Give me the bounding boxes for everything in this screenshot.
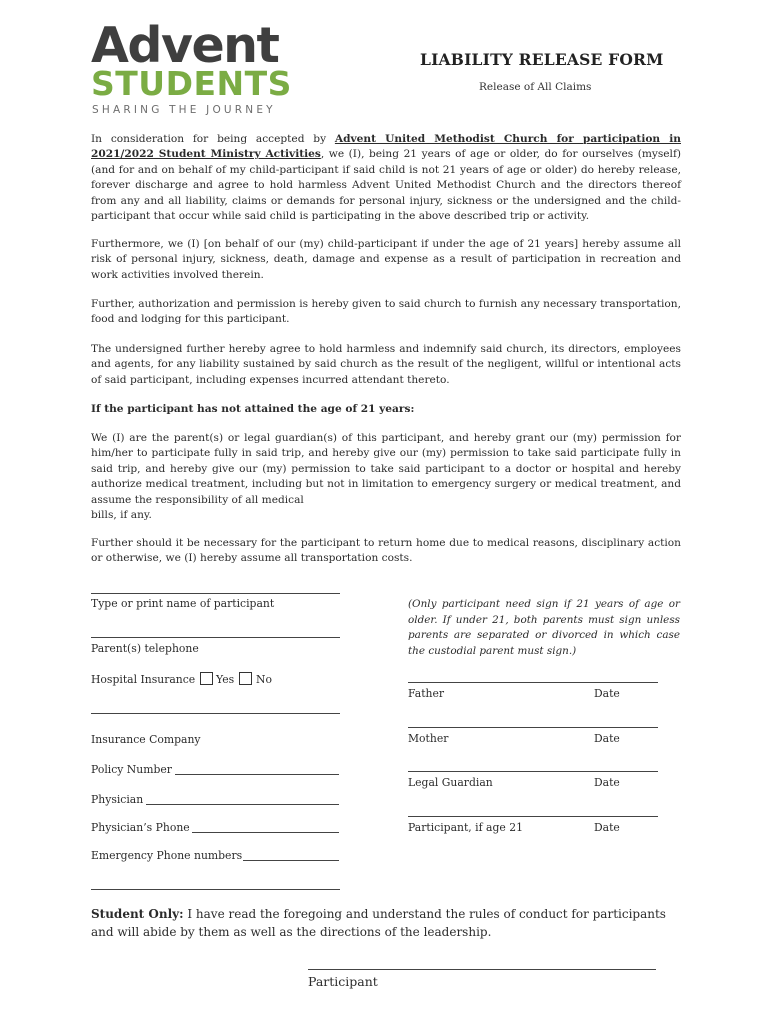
father-signature-line[interactable]	[408, 682, 658, 683]
student-only-text: I have read the foregoing and understand the rules of conduct for participants and will abide by them as well as the directions of the leadership.	[91, 907, 666, 939]
father-date-label: Date	[594, 687, 620, 700]
p1-organization: Advent United Methodist Church for participation in 2021/2022 Student Ministry Activities	[91, 133, 681, 161]
logo-advent: Advent	[91, 17, 279, 74]
mother-label: Mother	[408, 732, 449, 745]
p1-lead: In consideration for being accepted by	[91, 133, 335, 145]
mother-date-label: Date	[594, 732, 620, 745]
insurance-company-label: Insurance Company	[91, 733, 201, 746]
physician-phone-line[interactable]	[192, 832, 339, 833]
guardian-signature-line[interactable]	[408, 771, 658, 772]
insurance-yes-label: Yes	[216, 673, 235, 686]
paragraph-indemnify: The undersigned further hereby agree to hold harmless and indemnify said church, its directors, employees and agents, for any liability sustained by said church as the result of the negligent, willful or intentional acts of said participant, including expenses incurred attendant thereto.	[91, 343, 681, 386]
logo-tagline: SHARING THE JOURNEY	[92, 104, 276, 116]
parent-phone-line[interactable]	[91, 637, 340, 638]
paragraph-consideration	[91, 132, 681, 224]
participant-adult-signature-line[interactable]	[408, 816, 658, 817]
emergency-phone-line[interactable]	[243, 860, 339, 861]
participant-adult-date-label: Date	[594, 821, 620, 834]
insurance-blank-line[interactable]	[91, 713, 340, 714]
student-only-lead: Student Only:	[91, 907, 184, 921]
hospital-insurance-label: Hospital Insurance	[91, 673, 196, 686]
paragraph-authorization: Further, authorization and permission is hereby given to said church to furnish any necessary transportation, food and lodging for this participant.	[91, 298, 681, 326]
p1-rest: , we (I), being 21 years of age or older, do for ourselves (myself) (and for and on behalf of my child-participant if said child is not 21 years of age or older) do hereby release, forever discharge and agree to hold harmless Advent United Methodist Church and the directors thereof from any and all liability, claims or demands for personal injury, sickness or the undersigned and the child-participant that occur while said child is participating in the above described trip or activity.	[91, 148, 681, 223]
paragraph-assume-risk: Furthermore, we (I) [on behalf of our (my) child-participant if under the age of 21 years] hereby assume all risk of personal injury, sickness, death, damage and expense as a result of participation in recreation and work activities involved therein.	[91, 238, 681, 281]
guardian-date-label: Date	[594, 776, 620, 789]
emergency-phone-label: Emergency Phone numbers	[91, 849, 243, 862]
form-title: LIABILITY RELEASE FORM	[420, 50, 664, 69]
policy-number-label: Policy Number	[91, 763, 172, 776]
physician-label: Physician	[91, 793, 144, 806]
participant-signature-label: Participant	[308, 974, 378, 989]
parent-phone-label: Parent(s) telephone	[91, 642, 199, 655]
participant-name-label: Type or print name of participant	[91, 597, 275, 610]
father-label: Father	[408, 687, 445, 700]
student-only-statement	[91, 906, 683, 941]
heading-under-21: If the participant has not attained the age of 21 years:	[91, 403, 415, 415]
guardian-label: Legal Guardian	[408, 776, 493, 789]
insurance-yes-checkbox[interactable]	[200, 672, 213, 685]
logo-students: STUDENTS	[91, 64, 292, 103]
physician-phone-label: Physician’s Phone	[91, 821, 190, 834]
participant-adult-label: Participant, if age 21	[408, 821, 523, 834]
mother-signature-line[interactable]	[408, 727, 658, 728]
form-subtitle: Release of All Claims	[479, 81, 592, 93]
insurance-no-checkbox[interactable]	[239, 672, 252, 685]
insurance-no-label: No	[256, 673, 272, 686]
participant-signature-line[interactable]	[308, 969, 656, 970]
signature-instructions-note: (Only participant need sign if 21 years of age or older. If under 21, both parents must sign unless parents are separated or divorced in which case the custodial parent must sign.)	[408, 598, 680, 657]
paragraph-transportation: Further should it be necessary for the participant to return home due to medical reasons, disciplinary action or otherwise, we (I) hereby assume all transportation costs.	[91, 537, 681, 565]
policy-number-line[interactable]	[175, 774, 339, 775]
participant-name-line[interactable]	[91, 593, 340, 594]
physician-line[interactable]	[146, 804, 339, 805]
paragraph-parent-permission-tail: bills, if any.	[91, 509, 152, 521]
paragraph-parent-permission: We (I) are the parent(s) or legal guardian(s) of this participant, and hereby grant our (my) permission for him/her to participate fully in said trip, and hereby give our (my) permission to take said participate fully in said trip, and hereby give our (my) permission to take said participant to a doctor or hospital and hereby authorize medical treatment, including but not in limitation to emergency surgery or medical treatment, and assume the responsibility of all medical	[91, 432, 681, 506]
emergency-phone-line-2[interactable]	[91, 889, 340, 890]
